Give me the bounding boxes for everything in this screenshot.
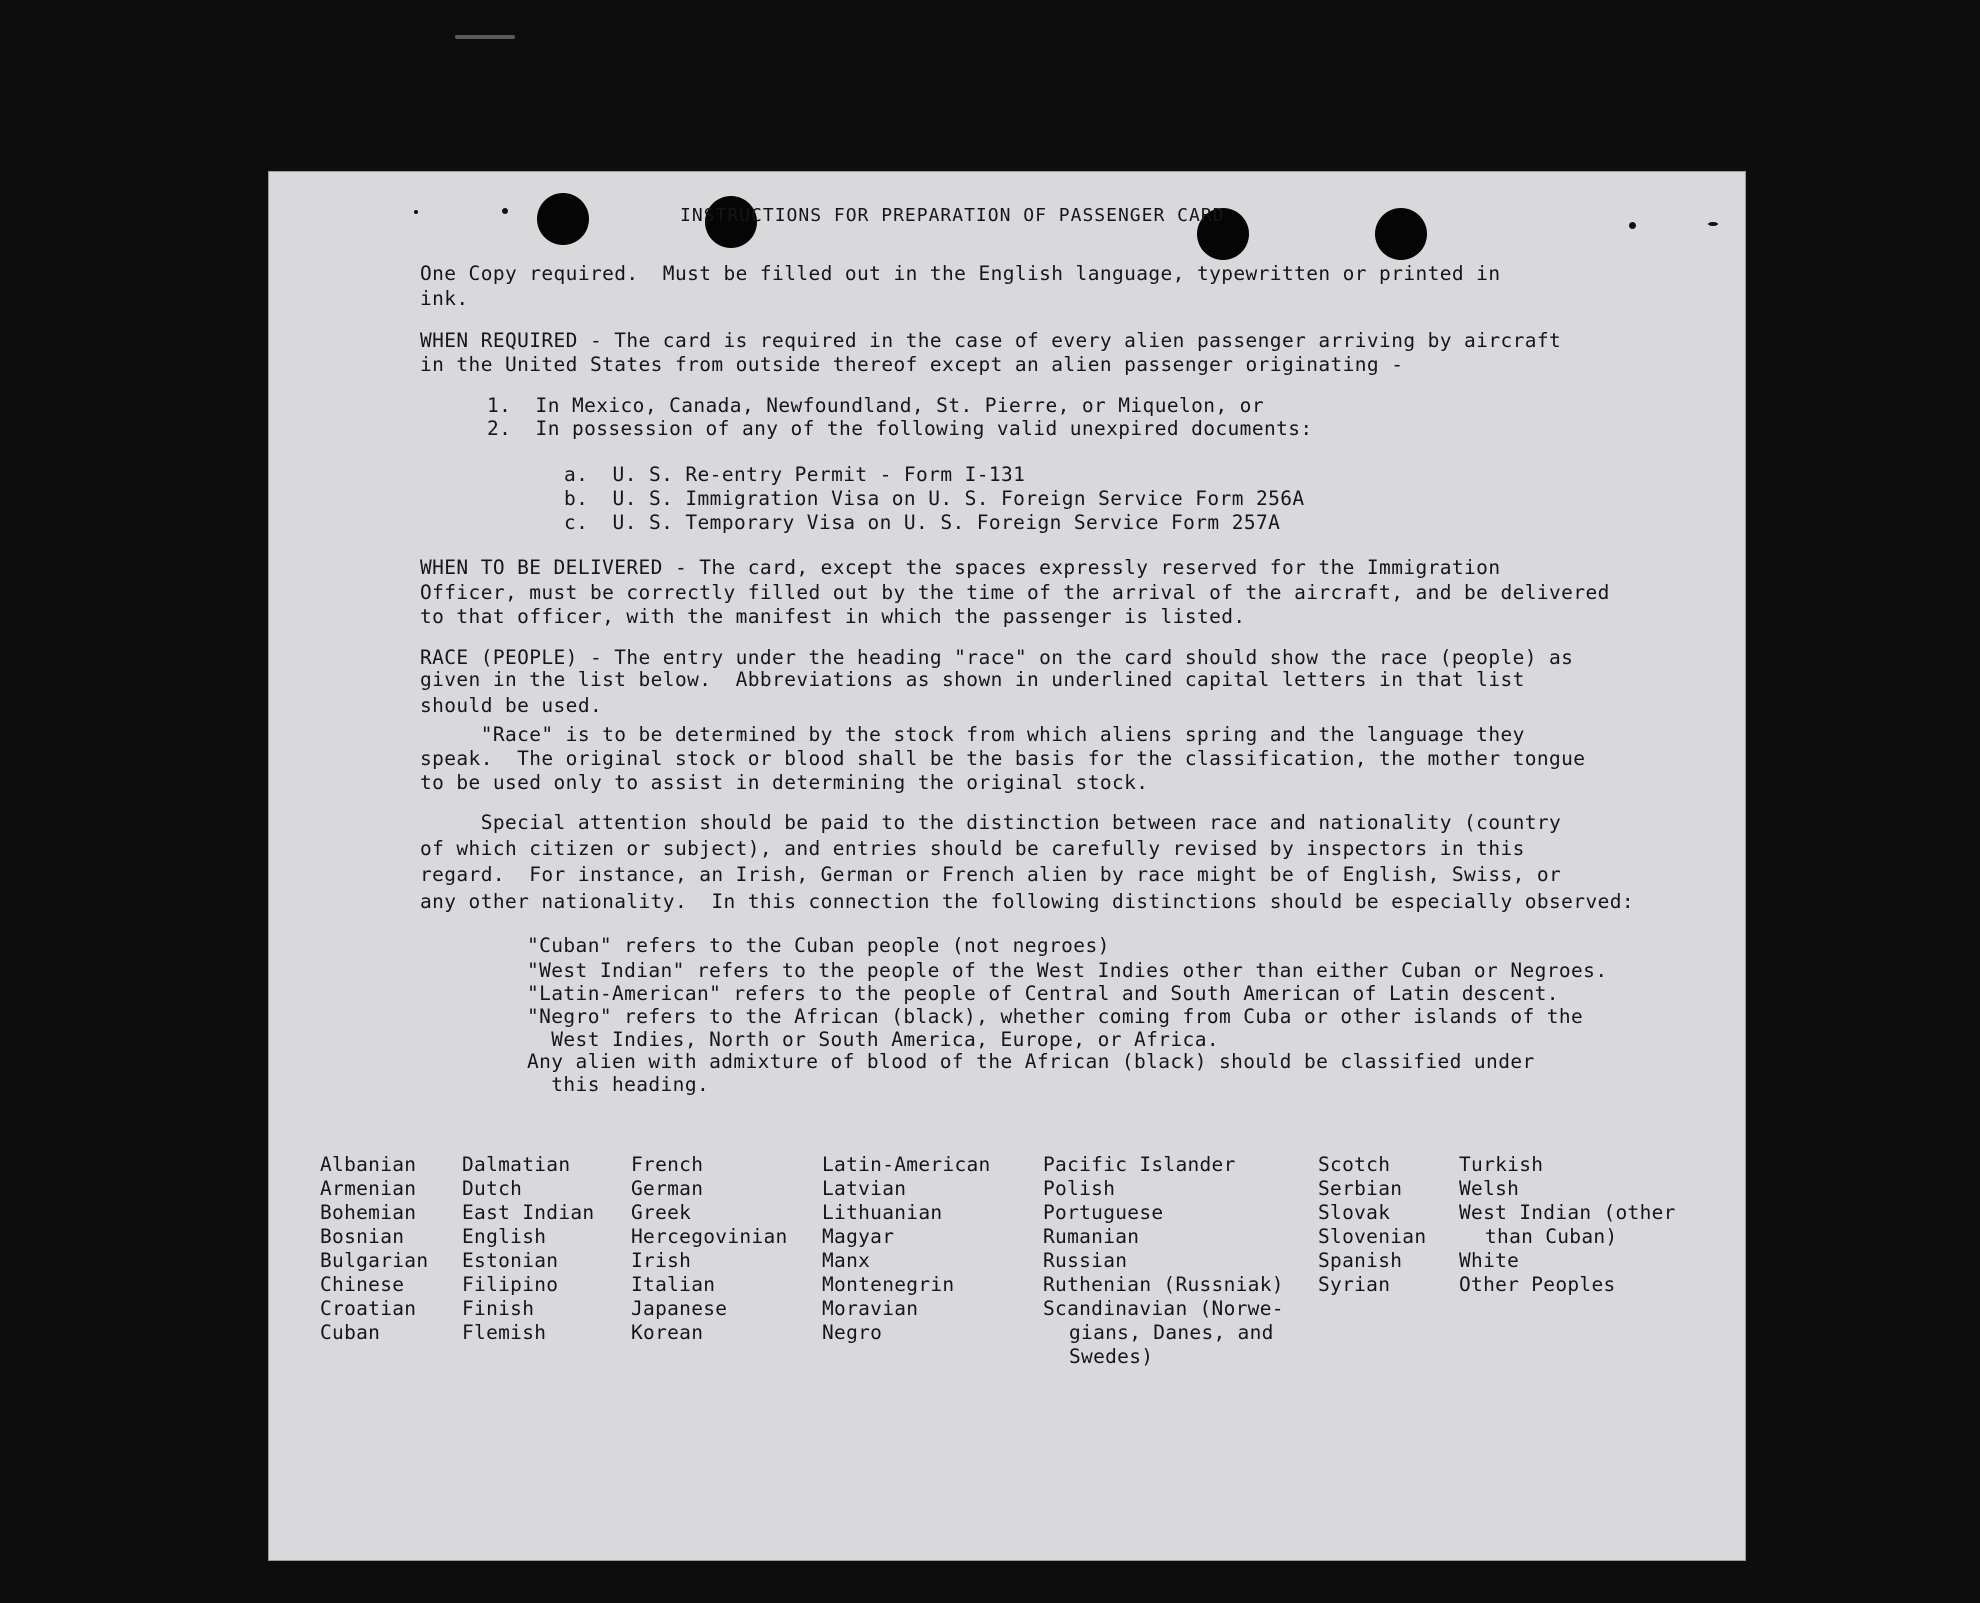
when-required-line: WHEN REQUIRED - The card is required in the case of every alien passenger arriving by aircraft: [420, 329, 1562, 352]
race-term: Spanish: [1318, 1249, 1403, 1272]
race-term: Slovak: [1318, 1201, 1391, 1224]
race-term: Latin-American: [822, 1153, 991, 1176]
race-term: Bohemian: [320, 1201, 417, 1224]
race-term: Korean: [631, 1321, 704, 1344]
race-list-column: [822, 1153, 991, 1345]
race-term: Filipino: [462, 1273, 559, 1296]
race-term: Hercegovinian: [631, 1225, 788, 1248]
distinction-line: this heading.: [527, 1073, 710, 1096]
distinction-line: "Latin-American" refers to the people of Central and South American of Latin descent.: [527, 982, 1559, 1005]
race-term: Negro: [822, 1321, 883, 1344]
race-term: Latvian: [822, 1177, 907, 1200]
race-term: Croatian: [320, 1297, 417, 1320]
race-term: Scotch: [1318, 1153, 1391, 1176]
race-term: Lithuanian: [822, 1201, 943, 1224]
race-term: Albanian: [320, 1153, 417, 1176]
race-term: Manx: [822, 1249, 871, 1272]
race-term: Montenegrin: [822, 1273, 955, 1296]
race-term: Japanese: [631, 1297, 728, 1320]
punch-hole: [1375, 208, 1427, 260]
race-term: Bulgarian: [320, 1249, 429, 1272]
exception-item: 2. In possession of any of the following valid unexpired documents:: [487, 417, 1313, 440]
race-term: Portuguese: [1043, 1201, 1164, 1224]
race-term: Estonian: [462, 1249, 559, 1272]
punch-hole: [537, 193, 589, 245]
race-term: gians, Danes, and: [1069, 1321, 1274, 1344]
race-term: Pacific Islander: [1043, 1153, 1236, 1176]
race-term: Syrian: [1318, 1273, 1391, 1296]
race-term: Italian: [631, 1273, 716, 1296]
race-term: Turkish: [1459, 1153, 1544, 1176]
race-term: Bosnian: [320, 1225, 405, 1248]
race-term: Dutch: [462, 1177, 523, 1200]
race-list-column: [1318, 1153, 1426, 1297]
document-item: b. U. S. Immigration Visa on U. S. Foreign Service Form 256A: [564, 487, 1305, 510]
race-term: West Indian (other: [1459, 1201, 1676, 1224]
race-term: Cuban: [320, 1321, 381, 1344]
distinction-line: "Negro" refers to the African (black), whether coming from Cuba or other islands of the: [527, 1005, 1584, 1028]
race-term: Moravian: [822, 1297, 919, 1320]
distinction-line: "West Indian" refers to the people of the West Indies other than either Cuban or Negroes.: [527, 959, 1608, 982]
speck: [1708, 222, 1718, 226]
race-term: Finish: [462, 1297, 535, 1320]
race-list-column: [320, 1153, 428, 1345]
when-delivered-line: to that officer, with the manifest in which the passenger is listed.: [420, 605, 1246, 628]
intro-line: ink.: [420, 287, 469, 310]
race-term: Greek: [631, 1201, 692, 1224]
race-term: Welsh: [1459, 1177, 1520, 1200]
when-delivered-line: WHEN TO BE DELIVERED - The card, except the spaces expressly reserved for the Immigration: [420, 556, 1501, 579]
special-attention-line: of which citizen or subject), and entries should be carefully revised by inspectors in this: [420, 837, 1525, 860]
document-title: INSTRUCTIONS FOR PREPARATION OF PASSENGER CARD: [680, 205, 1225, 226]
race-term: Slovenian: [1318, 1225, 1427, 1248]
race-people-line: RACE (PEOPLE) - The entry under the heading "race" on the card should show the race (people) as: [420, 646, 1574, 669]
race-term: Dalmatian: [462, 1153, 571, 1176]
race-term: East Indian: [462, 1201, 595, 1224]
race-people-line: given in the list below. Abbreviations as shown in underlined capital letters in that list: [420, 668, 1525, 691]
race-term: Ruthenian (Russniak): [1043, 1273, 1284, 1296]
race-list-column: [1043, 1153, 1284, 1369]
exception-item: 1. In Mexico, Canada, Newfoundland, St. Pierre, or Miquelon, or: [487, 394, 1264, 417]
when-delivered-line: Officer, must be correctly filled out by the time of the arrival of the aircraft, and be delivered: [420, 581, 1610, 604]
race-term: Magyar: [822, 1225, 895, 1248]
document-item: a. U. S. Re-entry Permit - Form I-131: [564, 463, 1026, 486]
distinction-line: West Indies, North or South America, Europe, or Africa.: [527, 1028, 1219, 1051]
race-term: Serbian: [1318, 1177, 1403, 1200]
special-attention-line: any other nationality. In this connection the following distinctions should be especially observed:: [420, 890, 1634, 913]
race-term: Russian: [1043, 1249, 1128, 1272]
race-list-column: [462, 1153, 594, 1345]
race-determined-line: to be used only to assist in determining the original stock.: [420, 771, 1149, 794]
race-term: Polish: [1043, 1177, 1116, 1200]
race-term: Flemish: [462, 1321, 547, 1344]
race-term: than Cuban): [1485, 1225, 1618, 1248]
speck: [502, 208, 508, 214]
race-term: Armenian: [320, 1177, 417, 1200]
race-term: French: [631, 1153, 704, 1176]
race-term: White: [1459, 1249, 1520, 1272]
race-determined-line: "Race" is to be determined by the stock from which aliens spring and the language they: [420, 723, 1525, 746]
race-term: Swedes): [1069, 1345, 1154, 1368]
speck: [1629, 222, 1636, 229]
when-required-line: in the United States from outside thereof except an alien passenger originating -: [420, 353, 1404, 376]
race-list-column: [1459, 1153, 1676, 1297]
speck: [414, 210, 418, 214]
race-people-line: should be used.: [420, 694, 603, 717]
race-term: Other Peoples: [1459, 1273, 1616, 1296]
race-list-column: [631, 1153, 788, 1345]
special-attention-line: Special attention should be paid to the distinction between race and nationality (country: [420, 811, 1562, 834]
race-term: Scandinavian (Norwe-: [1043, 1297, 1284, 1320]
race-term: Rumanian: [1043, 1225, 1140, 1248]
document-item: c. U. S. Temporary Visa on U. S. Foreign Service Form 257A: [564, 511, 1281, 534]
race-determined-line: speak. The original stock or blood shall be the basis for the classification, the mother tongue: [420, 747, 1586, 770]
distinction-line: "Cuban" refers to the Cuban people (not negroes): [527, 934, 1110, 957]
race-term: Chinese: [320, 1273, 405, 1296]
race-term: German: [631, 1177, 704, 1200]
race-term: English: [462, 1225, 547, 1248]
race-term: Irish: [631, 1249, 692, 1272]
paper-scrap: [455, 35, 515, 39]
distinction-line: Any alien with admixture of blood of the African (black) should be classified under: [527, 1050, 1535, 1073]
intro-line: One Copy required. Must be filled out in the English language, typewritten or printed in: [420, 262, 1501, 285]
special-attention-line: regard. For instance, an Irish, German or French alien by race might be of English, Swiss, or: [420, 863, 1562, 886]
